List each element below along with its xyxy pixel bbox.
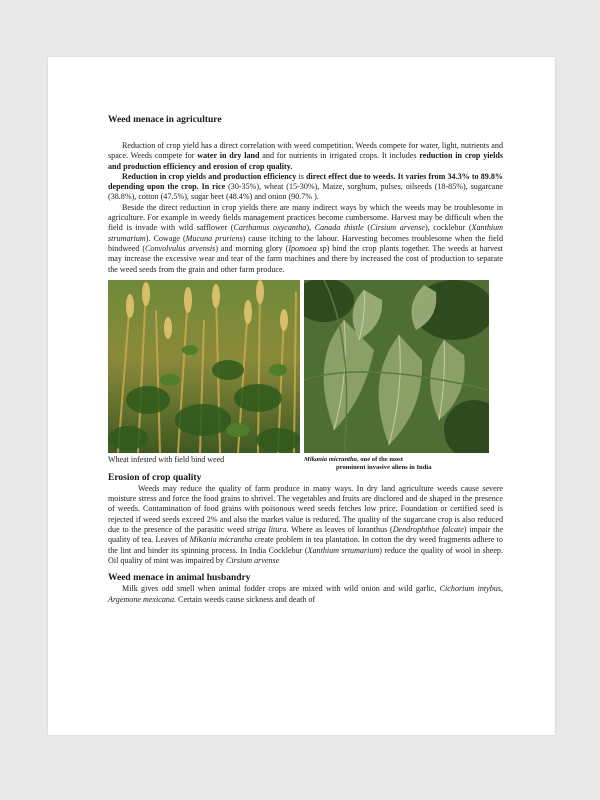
wheat-field-photo [108, 280, 300, 453]
paragraph-animal-husbandry: Milk gives odd smell when animal fodder crops are mixed with wild onion and wild garlic, Cichorium intybus, Argemone mexicana. Certain weeds cause sickness and death of [108, 584, 504, 604]
section-heading-erosion-crop-quality: Erosion of crop quality [108, 472, 202, 483]
figure-caption-wheat: Wheat infested with field bind weed [108, 454, 225, 464]
section-heading-weed-menace-agriculture: Weed menace in agriculture [108, 115, 222, 125]
figure-row [108, 280, 503, 472]
paragraph-yield-reduction: Reduction in crop yields and production efficiency is direct effect due to weeds. It varies from 34.3% to 89.8% depending upon the crop. In rice (30-35%), wheat (15-30%), Maize, sorghum, pulses, oilseeds (18-85%), sugarcane (38.8%), cotton (47.5%), sugar beet (48.4%) and onion (90.7% ). [108, 171, 503, 202]
paragraph-yield-competition: Reduction of crop yield has a direct correlation with weed competition. Weeds compete for water, light, nutrients and space. Weeds compete for water in dry land and for nutrients in irrigated crops. It includes reduction in crop yields and production efficiency and erosion of crop quality. [108, 141, 503, 171]
paragraph-crop-quality: Weeds may reduce the quality of farm produce in many ways. In dry land agriculture weeds cause severe moisture stress and force the food grains to shrivel. The vegetables and fruits are disclored and de shaped in the presence of weeds. Contamination of food grains with poisonous weed seeds fetches low price. Foundation or certified seed is rejected if weed seeds exceed 2% and also the market value is reduced. The quality of the sugarcane crop is also reduced due to the presence of the parasitic weed striga litura. Where as leaves of loranthus (Dendrophthoe falcate) impair the quality of tea. Leaves of Mikania micrantha create problem in tea plantation. In cotton the dry weed fragments adhere to the lint and hinder its spinning process. In India Cocklebur (Xanthium srtumarium) reduce the quality of wool in sheep. Oil quality of mint was impaired by Cirsium arvense [108, 483, 504, 565]
document-page [48, 57, 555, 735]
paragraph-indirect-effects: Beside the direct reduction in crop yields there are many indirect ways by which the weeds may be troublesome in agriculture. For example in weedy fields management practices become cumbersome. Harvest may be difficult when the field is invade with wild safflower (Carthamus oxycantha), Canada thistle (Cirsium arvense), cocklebur (Xanthium strumarium). Cowage (Mucuna pruriens) cause itching to the labour. Harvesting becomes troublesome when the field bindweed (Convolvulus arvensis) and morning glory (Ipomoea sp) bind the crop plants together. The weeds at harvest may increase the excessive wear and tear of the farm machines and there by increased the cost of production to separate the weed seeds from the grain and other farm produce. [108, 202, 504, 274]
page-content [108, 114, 503, 605]
section-heading-animal-husbandry: Weed menace in animal husbandry [108, 573, 251, 584]
mikania-leaves-photo [304, 280, 489, 453]
figure-caption-mikania: Mikania micrantha, one of the most prominent invasive aliens in India [304, 455, 432, 472]
